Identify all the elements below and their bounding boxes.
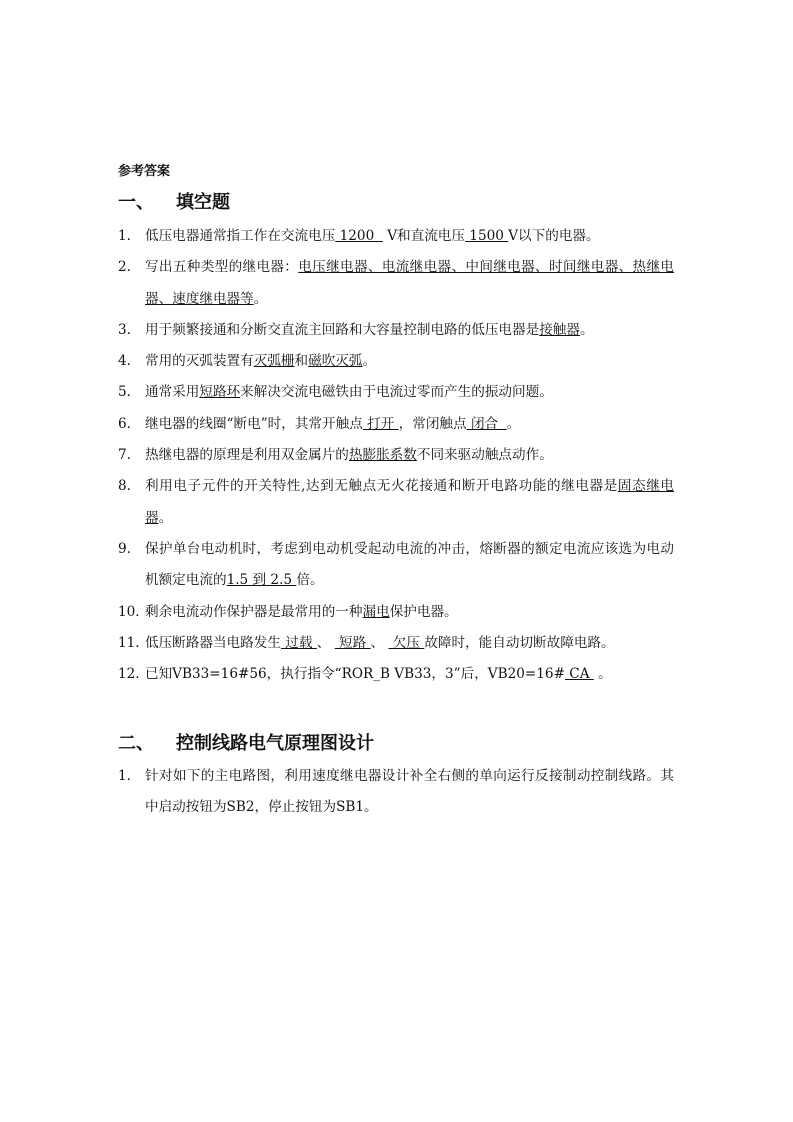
- design-question-list: [118, 761, 674, 824]
- question-text: 写出五种类型的继电器：: [145, 259, 299, 276]
- answer-blank: 接触器: [539, 321, 580, 338]
- section-2-title: 控制线路电气原理图设计: [176, 733, 374, 754]
- answer-blank: 短路: [334, 634, 371, 651]
- question-text: 来解决交流电磁铁由于电流过零而产生的振动问题。: [240, 384, 553, 401]
- question-text: 。: [593, 666, 612, 683]
- section-1-heading: [118, 188, 230, 214]
- question-number: 4.: [118, 353, 131, 370]
- question-item: [118, 377, 674, 408]
- question-text: 。: [253, 290, 268, 307]
- question-text: 已知VB33=16#56，执行指令“ROR_B VB33，3”后，VB20=16#: [145, 666, 565, 683]
- question-text: 不同来驱动触点动作。: [416, 447, 553, 464]
- question-text: 。: [158, 509, 173, 526]
- answer-blank: 欠压: [388, 634, 425, 651]
- question-number: 2.: [118, 259, 131, 276]
- answer-blank: 磁吹灭弧: [308, 353, 363, 370]
- answer-blank: 灭弧栅: [253, 353, 295, 370]
- question-item: [118, 221, 674, 252]
- question-number: 3.: [118, 321, 131, 338]
- answer-blank: 固态继电器: [145, 478, 674, 526]
- fill-in-blank-list: [118, 221, 674, 690]
- question-text: 利用电子元件的开关特性,达到无触点无火花接通和断开电路功能的继电器是: [145, 478, 618, 495]
- question-number: 6.: [118, 415, 131, 432]
- question-text: 。: [580, 321, 594, 338]
- question-text: 保护电器。: [389, 603, 458, 620]
- answer-blank: 1500: [464, 228, 509, 244]
- question-text: 、: [370, 634, 389, 651]
- answer-blank: CA: [564, 666, 594, 683]
- question-item: [118, 659, 674, 690]
- question-text: 低压断路器当电路发生: [145, 634, 281, 651]
- section-2-number: 二、: [118, 733, 154, 754]
- question-text: 低压电器通常指工作在交流电压: [145, 228, 336, 244]
- question-item: [118, 252, 674, 315]
- question-text: 。: [362, 353, 377, 370]
- question-text: 倍。: [296, 572, 324, 589]
- answer-blank: 1.5 到 2.5: [226, 572, 297, 589]
- question-number: 1.: [118, 768, 131, 784]
- answer-blank: 打开: [362, 415, 399, 432]
- question-text: 剩余电流动作保护器是最常用的一种: [145, 603, 363, 620]
- question-number: 9.: [118, 540, 131, 557]
- question-text: V和直流电压: [382, 228, 465, 244]
- answer-blank: 短路环: [199, 384, 241, 401]
- answer-blank: 电压继电器、电流继电器、中间继电器、时间继电器、热继电器、速度继电器等: [145, 259, 675, 307]
- question-item: [118, 440, 674, 471]
- question-text: 故障时，能自动切断故障电路。: [424, 634, 615, 651]
- question-number: 7.: [118, 447, 131, 464]
- question-item: [118, 409, 674, 440]
- question-text: ，常闭触点: [398, 415, 467, 432]
- question-text: 针对如下的主电路图，利用速度继电器设计补全右侧的单向运行反接制动控制线路。其中启动按钮为SB2，停止按钮为SB1。: [145, 768, 674, 816]
- answer-blank: 过载: [280, 634, 317, 651]
- section-1-number: 一、: [118, 192, 154, 213]
- question-item: [118, 315, 674, 346]
- answer-blank: 闭合: [466, 415, 507, 432]
- question-text: 。: [506, 415, 521, 432]
- answer-blank: 热膨胀系数: [348, 447, 417, 464]
- question-item: [118, 628, 674, 659]
- question-number: 5.: [118, 384, 131, 401]
- question-item: [118, 471, 674, 534]
- question-number: 12.: [118, 666, 140, 683]
- question-number: 8.: [118, 478, 131, 495]
- question-number: 11.: [118, 634, 140, 651]
- question-item: [118, 597, 674, 628]
- question-text: 通常采用: [145, 384, 200, 401]
- question-text: 继电器的线圈“断电”时，其常开触点: [145, 415, 363, 432]
- answer-blank: 漏电: [362, 603, 390, 620]
- question-number: 1.: [118, 228, 131, 244]
- question-text: 和: [294, 353, 309, 370]
- answer-blank: 1200: [335, 228, 383, 244]
- question-item: [118, 534, 674, 597]
- section-1-title: 填空题: [176, 192, 230, 213]
- question-item: [118, 346, 674, 377]
- question-number: 10.: [118, 603, 140, 620]
- question-text: 、: [316, 634, 335, 651]
- question-item: [118, 761, 674, 824]
- question-text: 热继电器的原理是利用双金属片的: [145, 447, 349, 464]
- question-text: 用于频繁接通和分断交直流主回路和大容量控制电路的低压电器是: [145, 321, 540, 338]
- question-text: 保护单台电动机时，考虑到电动机受起动电流的冲击，熔断器的额定电流应该选为电动机额定电流的: [145, 540, 674, 589]
- question-text: 常用的灭弧装置有: [145, 353, 254, 370]
- section-2-heading: [118, 729, 374, 755]
- answer-key-title: 参考答案: [118, 164, 171, 179]
- question-text: V以下的电器。: [508, 228, 600, 244]
